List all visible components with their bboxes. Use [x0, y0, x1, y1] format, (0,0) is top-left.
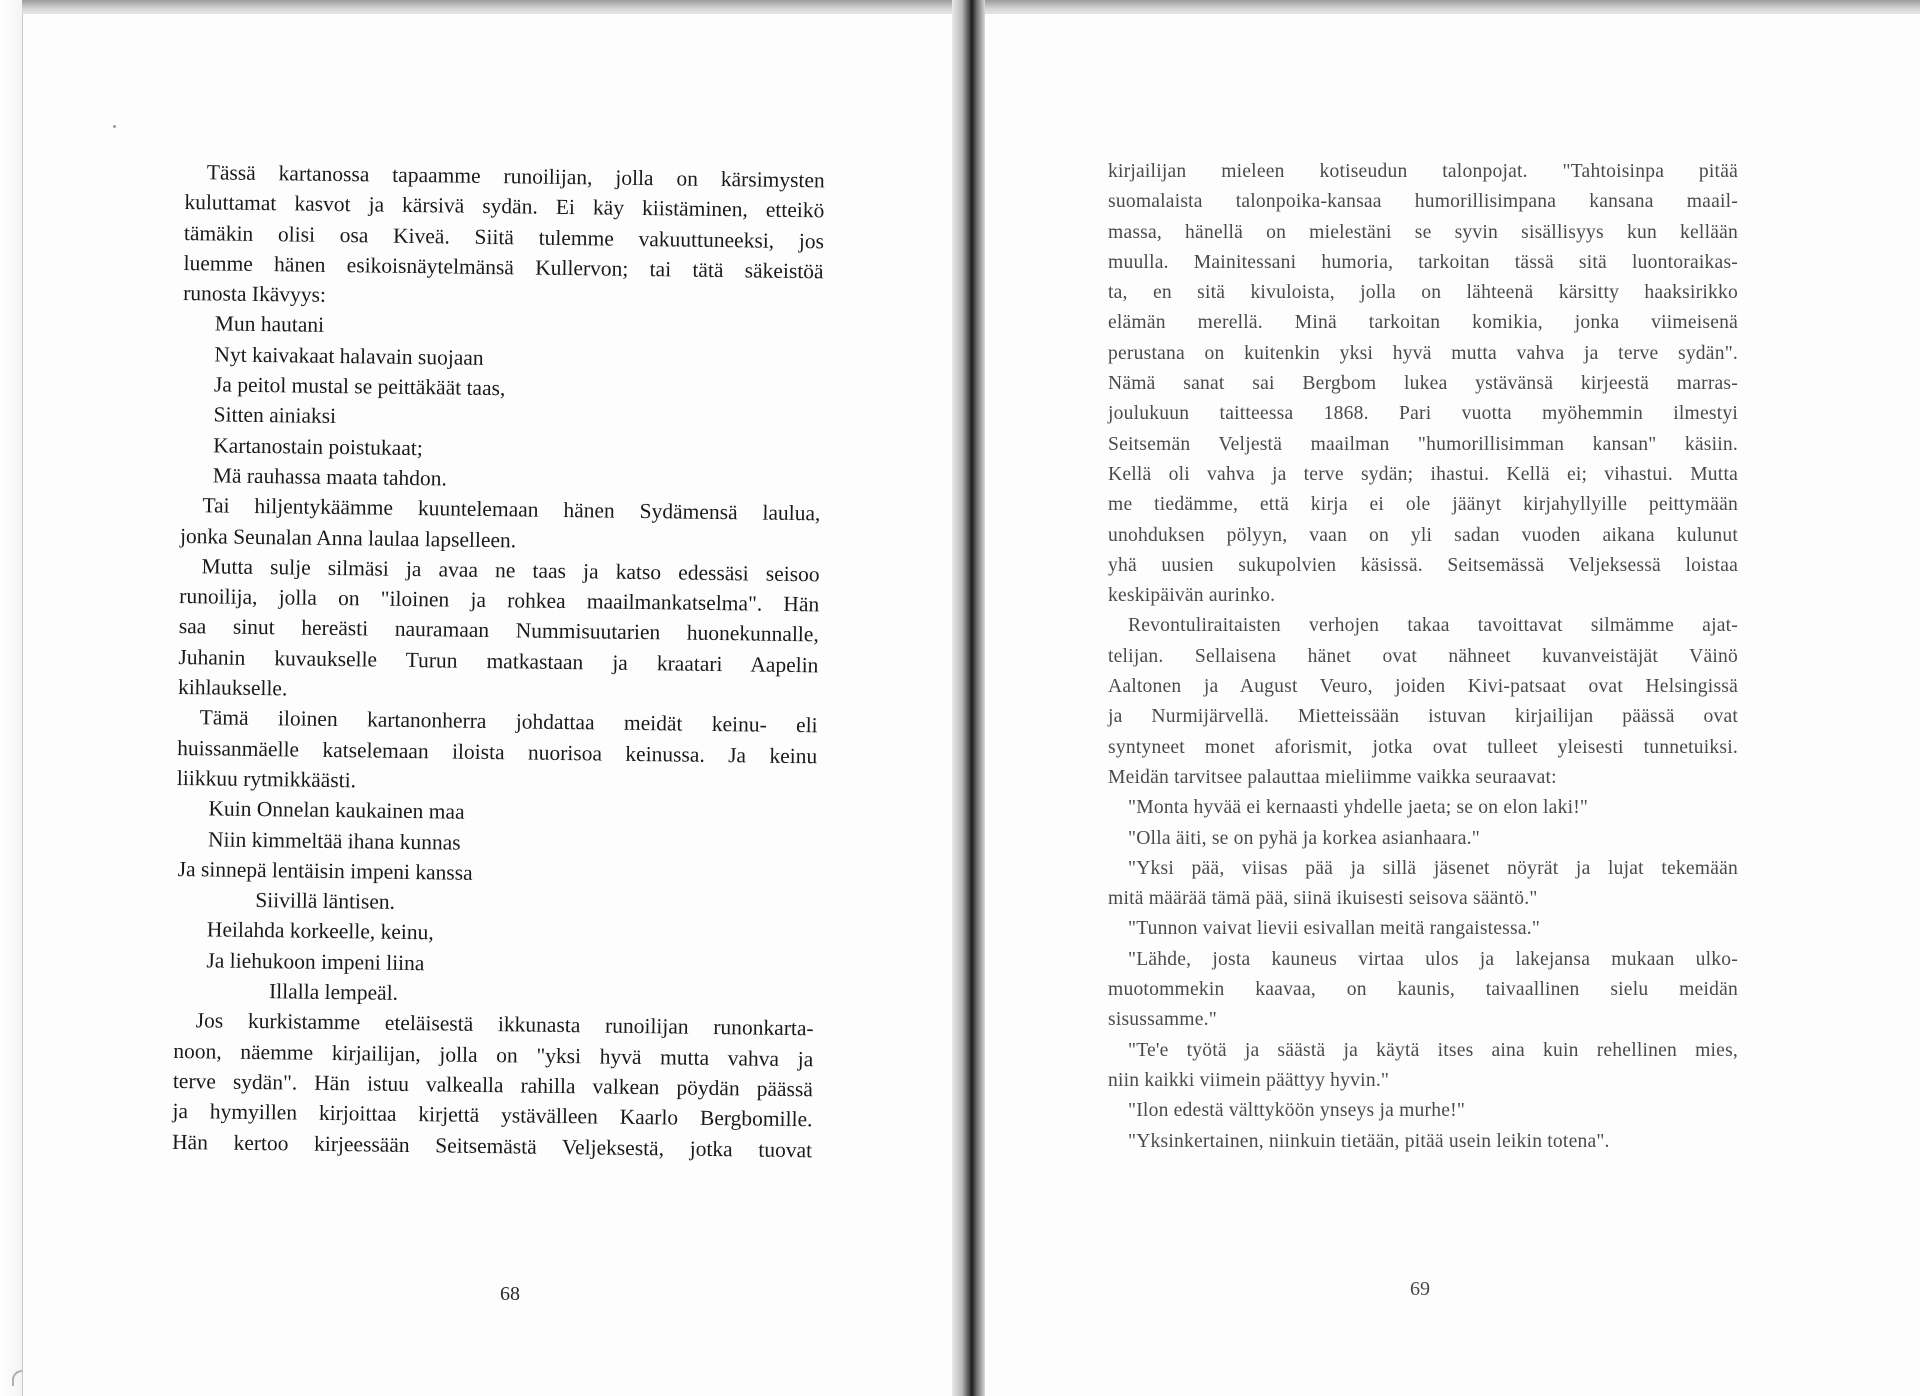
text-line: noon, näemme kirjailijan, jolla on "yksi hyvä mutta vahva ja	[173, 1038, 814, 1071]
text-line: "Lähde, josta kauneus virtaa ulos ja lakejansa mukaan ulko-	[1128, 948, 1738, 970]
text-line: jonka Seunalan Anna laulaa lapselleen.	[179, 523, 517, 552]
text-line: telijan. Sellaisena hänet ovat nähneet kuvanveistäjät Väinö	[1108, 645, 1738, 667]
text-line: ja Nurmijärvellä. Mietteissään istuvan kirjailijan päässä ovat	[1108, 706, 1738, 728]
text-line: Kartanostain poistukaat;	[213, 433, 423, 460]
text-line: Meidän tarvitsee palauttaa mieliimme vaikka seuraavat:	[1108, 766, 1557, 788]
text-line: syntyneet monet aforismit, jotka ovat tulleet yleisesti tunnetuiksi.	[1108, 736, 1738, 758]
text-line: Juhanin kuvaukselle Turun matkastaan ja kraatari Aapelin	[178, 644, 819, 678]
text-line: ja hymyillen kirjoittaa kirjettä ystävälleen Kaarlo Bergbomille.	[172, 1099, 813, 1132]
text-line: muotommekin kaavaa, on kaunis, taivaallinen sielu meidän	[1108, 979, 1738, 1001]
text-line: kihlaukselle.	[177, 675, 288, 701]
text-line: Revontuliraitaisten verhojen takaa tavoittavat silmämme ajat-	[1128, 615, 1738, 637]
right-page-body-text	[1108, 157, 1738, 1157]
text-line: huissanmäelle katselemaan iloista nuorisoa keinussa. Ja keinu	[177, 735, 818, 768]
text-line: Ja liehukoon impeni liina	[206, 948, 425, 975]
text-line: Kellä oli vahva ja terve sydän; ihastui. Kellä ei; vihastui. Mutta	[1108, 463, 1738, 485]
text-line: Siivillä läntisen.	[255, 888, 396, 914]
text-line: Heilahda korkeelle, keinu,	[206, 917, 434, 945]
scan-left-edge	[0, 0, 22, 1396]
text-line: kuluttamat kasvot ja kärsivä sydän. Ei käy kiistäminen, etteikö	[184, 190, 825, 223]
text-line: joulukuun taitteessa 1868. Pari vuotta myöhemmin ilmestyi	[1108, 403, 1738, 425]
text-line: niin kaikki viimein päättyy hyvin."	[1108, 1069, 1390, 1091]
left-page-number: 68	[500, 1283, 520, 1305]
text-line: "Te'e työtä ja säästä ja käytä itses aina kuin rehellinen mies,	[1128, 1039, 1738, 1061]
text-line: "Tunnon vaivat lievii esivallan meitä rangaistessa."	[1128, 918, 1541, 940]
text-line: muulla. Mainitessani humoria, tarkoitan tässä sitä luontoraikas-	[1108, 251, 1738, 273]
text-line: liikkuu rytmikkäästi.	[176, 765, 357, 793]
text-line: saa sinut hereästi nauramaan Nummisuutarien huonekunnalle,	[178, 614, 819, 647]
text-line: Jos kurkistamme eteläisestä ikkunasta runoilijan runonkarta-	[195, 1008, 814, 1041]
text-line: Tämä iloinen kartanonherra johdattaa meidät keinu- eli	[199, 705, 818, 738]
book-gutter	[952, 0, 985, 1396]
text-line: yhä uusien sukupolvien käsissä. Seitsemässä Veljeksessä loistaa	[1108, 554, 1738, 576]
text-line: mitä määrää tämä pää, siinä ikuisesti seisova sääntö."	[1108, 888, 1538, 910]
text-line: Tai hiljentykäämme kuuntelemaan hänen Sydämensä laulua,	[202, 493, 821, 526]
right-page-number: 69	[1410, 1278, 1430, 1300]
text-line: Nyt kaivakaat halavain suojaan	[214, 342, 484, 370]
text-line: Sitten ainiaksi	[213, 402, 337, 429]
text-line: me tiedämme, että kirja ei ole jäänyt kirjahyllyille peittymään	[1108, 494, 1738, 516]
text-line: "Ilon edestä välttyköön ynseys ja murhe!"	[1128, 1100, 1466, 1122]
text-line: unohduksen pölyyn, vaan on yli sadan vuoden aikana kulunut	[1108, 524, 1738, 546]
text-line: sisussamme."	[1108, 1009, 1217, 1031]
text-line: terve sydän". Hän istuu valkealla rahilla valkean pöydän päässä	[172, 1068, 814, 1102]
text-line: "Monta hyvää ei kernaasti yhdelle jaeta; se on elon laki!"	[1128, 797, 1589, 819]
text-line: luemme hänen esikoisnäytelmänsä Kullervon; tai tätä säkeistöä	[183, 250, 824, 284]
paper-speck	[113, 125, 116, 128]
text-line: Nämä sanat sai Bergbom lukea ystävänsä kirjeestä marras-	[1108, 373, 1738, 395]
text-line: runosta Ikävyys:	[183, 281, 327, 308]
text-line: Seitsemän Veljestä maailman "humorillisimman kansan" käsiin.	[1108, 433, 1738, 455]
text-line: "Yksinkertainen, niinkuin tietään, pitää usein leikin totena".	[1128, 1130, 1610, 1152]
text-line: Ja peitol mustal se peittäkäät taas,	[213, 372, 506, 401]
text-line: ta, en sitä kivuloista, jolla on lähteenä kärsitty haaksirikko	[1108, 282, 1738, 304]
text-line: kirjailijan mieleen kotiseudun talonpojat. "Tahtoisinpa pitää	[1108, 161, 1738, 182]
text-line: Aaltonen ja August Veuro, joiden Kivi-patsaat ovat Helsingissä	[1108, 676, 1738, 698]
text-line: Mä rauhassa maata tahdon.	[212, 463, 448, 491]
text-line: massa, hänellä on mielestäni se syvin sisällisyys kun kellään	[1108, 221, 1738, 243]
text-line: "Olla äiti, se on pyhä ja korkea asianhaara."	[1128, 827, 1480, 849]
text-line: perustana on kuitenkin yksi hyvä mutta vahva ja terve sydän".	[1108, 342, 1738, 364]
text-line: suomalaista talonpoika-kansaa humorillisimpana kansana maail-	[1108, 191, 1738, 213]
text-line: runoilija, jolla on "iloinen ja rohkea maailmankatselma". Hän	[179, 584, 820, 617]
left-page-body-text	[172, 157, 825, 1165]
text-line: Mun hautani	[214, 311, 325, 338]
text-line: Ja sinnepä lentäisin impeni kanssa	[177, 856, 473, 885]
text-line: keskipäivän aurinko.	[1108, 585, 1276, 607]
text-line: Kuin Onnelan kaukainen maa	[208, 796, 465, 824]
text-line: Mutta sulje silmäsi ja avaa ne taas ja katso edessäsi seisoo	[201, 554, 820, 587]
text-line: "Yksi pää, viisas pää ja sillä jäsenet nöyrät ja lujat tekemään	[1128, 857, 1738, 879]
text-line: Illalla lempeäl.	[268, 979, 399, 1005]
text-line: Niin kimmeltää ihana kunnas	[207, 826, 461, 855]
text-line: tämäkin olisi osa Kiveä. Siitä tulemme vakuuttuneeksi, jos	[183, 220, 825, 253]
text-line: Hän kertoo kirjeessään Seitsemästä Veljeksestä, jotka tuovat	[171, 1129, 813, 1162]
text-line: elämän merellä. Minä tarkoitan komikia, jonka viimeisenä	[1108, 312, 1738, 334]
text-line: Tässä kartanossa tapaamme runoilijan, jolla on kärsimysten	[206, 160, 825, 193]
